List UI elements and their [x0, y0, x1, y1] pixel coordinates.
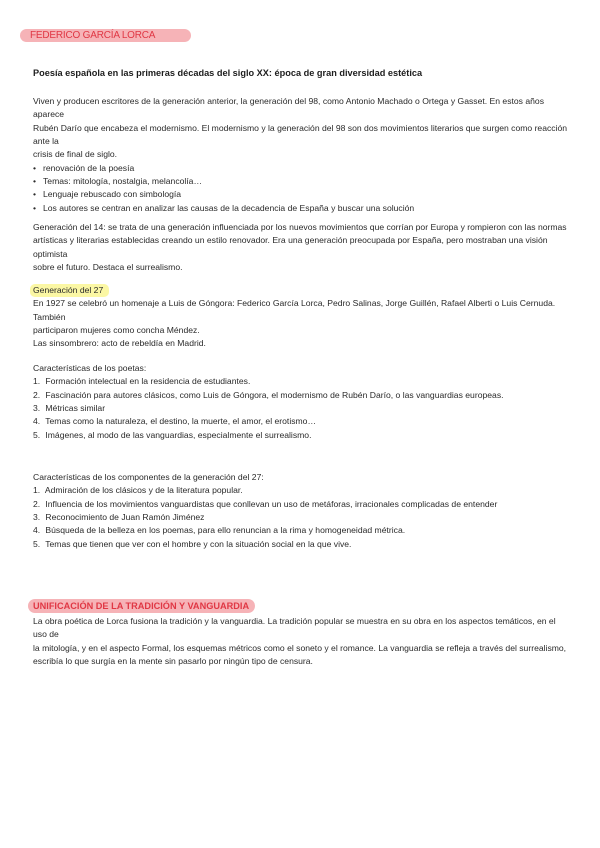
gen27-line: Las sinsombrero: acto de rebeldía en Madrid.: [33, 338, 206, 349]
list-item: 4. Temas como la naturaleza, el destino, la muerte, el amor, el erotismo…: [33, 416, 317, 427]
poets-list: [33, 375, 568, 442]
bullet-item: • Temas: mitología, nostalgia, melancolía…: [33, 175, 568, 188]
intro-line: Viven y producen escritores de la generación anterior, la generación del 98, como Antonio Machado o Ortega y Gasset. En estos años aparece: [33, 96, 544, 120]
section-subheading: Poesía española en las primeras décadas del siglo XX: época de gran diversidad estética: [33, 68, 423, 78]
components-characteristics-block: [33, 471, 568, 551]
gen14-line: Generación del 14: se trata de una generación influenciada por los nuevos movimientos que corrían por Europa y rompieron con las normas: [33, 222, 567, 232]
list-item: 3. Métricas similar: [33, 402, 106, 413]
bullet-item: • Lenguaje rebuscado con simbología: [33, 188, 568, 201]
list-item: 3. Reconocimiento de Juan Ramón Jiménez: [33, 511, 205, 522]
intro-line: crisis de final de siglo.: [33, 149, 118, 160]
unification-line: La obra poética de Lorca fusiona la tradición y la vanguardia. La tradición popular se muestra en su obra en los aspectos temáticos, en el uso de: [33, 616, 556, 640]
components-heading: Características de los componentes de la generación del 27:: [33, 472, 264, 482]
intro-block: [33, 95, 568, 215]
gen27-line: En 1927 se celebró un homenaje a Luis de Góngora: Federico García Lorca, Pedro Salinas, Jorge Guillén, Rafael Alberti o Luis Cernuda. También: [33, 298, 556, 322]
components-list: [33, 484, 568, 551]
gen14-line: sobre el futuro. Destaca el surrealismo.: [33, 261, 183, 272]
generation-14-block: [33, 221, 568, 274]
list-item: 1. Admiración de los clásicos y de la literatura popular.: [33, 485, 243, 496]
poets-heading: Características de los poetas:: [33, 363, 147, 373]
generation-27-heading: Generación del 27: [30, 284, 109, 297]
unification-block: [33, 615, 568, 668]
unification-section-title: UNIFICACIÓN DE LA TRADICIÓN Y VANGUARDIA: [28, 599, 255, 613]
list-item: 2. Influencia de los movimientos vanguardistas que conllevan un uso de metáforas, irracionales complicadas de entender: [33, 498, 498, 509]
poets-characteristics-block: [33, 362, 568, 442]
gen14-line: artísticas y literarias establecidas creando un estilo renovador. Era una generación preocupada por España, pero mostraban una visión optimista: [33, 235, 548, 259]
unification-line: la mitología, y en el aspecto Formal, los esquemas métricos como el soneto y el romance. La vanguardia se refleja a través del surrealismo,: [33, 642, 567, 653]
bullet-item: • Los autores se centran en analizar las causas de la decadencia de España y buscar una solución: [33, 202, 568, 215]
bullet-item: • renovación de la poesía: [33, 162, 568, 175]
list-item: 4. Búsqueda de la belleza en los poemas, para ello renuncian a la rima y homogeneidad métrica.: [33, 525, 406, 536]
generation-27-block: [33, 284, 568, 351]
unification-line: escribía lo que surgía en la mente sin pasarlo por ningún tipo de censura.: [33, 655, 313, 666]
list-item: 5. Imágenes, al modo de las vanguardias, especialmente el surrealismo.: [33, 429, 312, 440]
intro-line: Rubén Darío que encabeza el modernismo. El modernismo y la generación del 98 son dos movimientos literarios que surgen como reacción ante la: [33, 122, 568, 146]
gen27-line: participaron mujeres como concha Méndez.: [33, 324, 200, 335]
list-item: 5. Temas que tienen que ver con el hombre y con la situación social en la que vive.: [33, 538, 352, 549]
intro-bullet-list: [33, 162, 568, 215]
list-item: 2. Fascinación para autores clásicos, como Luis de Góngora, el modernismo de Rubén Darío, o las vanguardias europeas.: [33, 389, 504, 400]
list-item: 1. Formación intelectual en la residencia de estudiantes.: [33, 376, 251, 387]
page-title: FEDERICO GARCÍA LORCA: [20, 29, 191, 42]
